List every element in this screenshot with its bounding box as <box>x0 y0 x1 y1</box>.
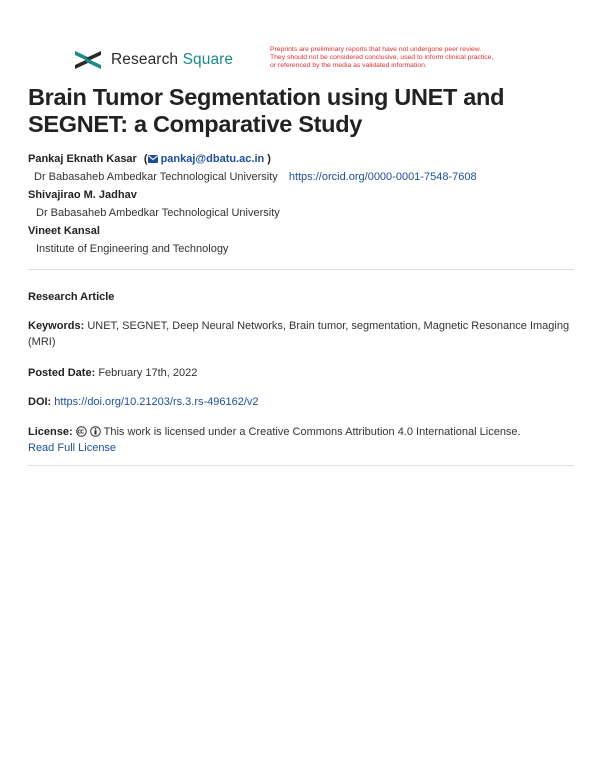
keywords-label: Keywords: <box>28 320 85 332</box>
posted-date <box>28 365 574 381</box>
author-affiliation <box>34 171 477 183</box>
author-name: Pankaj Eknath Kasar ( pankaj@dbatu.ac.in ) <box>28 153 271 165</box>
disclaimer-line: or referenced by the media as validated information. <box>270 62 427 69</box>
author-name-text: Pankaj Eknath Kasar <box>28 153 137 165</box>
article-type <box>28 289 574 305</box>
author-affiliation-text: Dr Babasaheb Ambedkar Technological University <box>34 171 278 183</box>
author-affiliation: Institute of Engineering and Technology <box>36 243 229 255</box>
preprint-disclaimer <box>270 46 570 70</box>
author-name: Vineet Kansal <box>28 225 100 237</box>
license <box>28 424 574 456</box>
read-full-license-link[interactable]: Read Full License <box>28 442 117 454</box>
keywords <box>28 318 574 350</box>
posted-date-value: February 17th, 2022 <box>98 367 198 379</box>
paper-title <box>28 84 568 138</box>
keywords-value: UNET, SEGNET, Deep Neural Networks, Brain tumor, segmentation, Magnetic Resonance Imaging (MRI) <box>28 320 570 348</box>
orcid-link[interactable]: https://orcid.org/0000-0001-7548-7608 <box>288 171 477 183</box>
posted-date-label: Posted Date: <box>28 367 96 379</box>
license-text: This work is licensed under a Creative Commons Attribution 4.0 International License. <box>103 426 521 438</box>
logo-word-square: Square <box>182 51 234 68</box>
doi-label: DOI: <box>28 396 52 408</box>
article-type-text: Research Article <box>28 291 115 303</box>
author-affiliation: Dr Babasaheb Ambedkar Technological University <box>36 207 280 219</box>
divider <box>28 269 574 270</box>
license-label: License: <box>28 426 73 438</box>
logo-word-research: Research <box>111 51 179 68</box>
doi <box>28 394 574 410</box>
doi-link[interactable]: https://doi.org/10.21203/rs.3.rs-496162/v2 <box>54 396 259 408</box>
disclaimer-line: They should not be considered conclusive, used to inform clinical practice, <box>270 54 494 61</box>
research-square-logo-icon <box>73 49 103 71</box>
paper-title-line: SEGNET: a Comparative Study <box>28 111 363 137</box>
author-email-link[interactable] <box>148 153 265 165</box>
paper-title-line: Brain Tumor Segmentation using UNET and <box>28 84 505 110</box>
envelope-icon <box>148 155 158 163</box>
creative-commons-icon <box>76 426 87 437</box>
author-name: Shivajirao M. Jadhav <box>28 189 137 201</box>
logo-text <box>111 51 233 69</box>
divider <box>28 465 574 466</box>
author-email-text: pankaj@dbatu.ac.in <box>160 153 265 165</box>
disclaimer-line: Preprints are preliminary reports that have not undergone peer review. <box>270 46 482 53</box>
attribution-icon <box>90 426 101 437</box>
research-square-logo[interactable] <box>73 49 233 71</box>
